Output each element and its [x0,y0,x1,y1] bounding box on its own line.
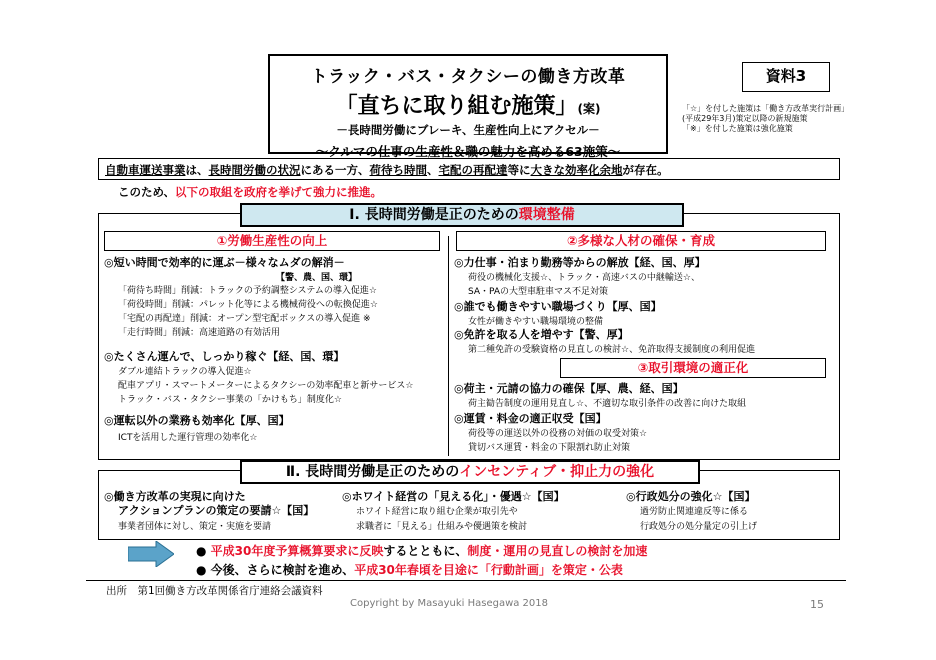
intro-part: が存在。 [622,163,669,177]
intro-part: 大きな効率化余地 [530,163,623,177]
left-item-1-tag: 【警、農、国、環】 [276,273,358,283]
bullet-2-pre: 今後、さらに検討を進め、 [210,563,355,577]
bullet-2: ● 今後、さらに検討を進め、平成30年春頃を目途に「行動計画」を策定・公表 [196,563,623,577]
left-subheading: ①労働生産性の向上 [104,231,440,251]
col1-sub: 事業者団体に対し、策定・実施を要請 [118,522,272,532]
title-line3: －長時間労働にブレーキ、生産性向上にアクセル－ [336,123,600,137]
intro-part: にある一方、 [300,163,370,177]
heading-text: Ⅰ. 長時間労働是正のための [349,207,519,223]
bullet-2-emph: 平成30年春頃を目途に「行動計画」を策定・公表 [354,563,623,577]
left-sub: 「荷待ち時間」削減：トラックの予約調整システムの導入促進☆ [118,286,377,296]
left-item-2: ◎たくさん運んで、しっかり稼ぐ【経、国、環】 [104,350,345,363]
intro-part: 宅配の再配達 [438,163,508,177]
right-sub: 貸切バス運賃・料金の下限割れ防止対策 [468,443,631,453]
source-note: 出所 第1回働き方改革関係省庁連絡会議資料 [106,585,323,597]
left-item-3: ◎運転以外の業務も効率化【厚、国】 [104,414,290,427]
right-sub: 荷役の機械化支援☆、トラック・高速バスの中継輸送☆、 [468,273,700,283]
bullet-1-emph2: 制度・運用の見直しの検討を加速 [467,544,648,558]
heading-emphasis: 環境整備 [518,207,575,223]
right-sub: 女性が働きやすい職場環境の整備 [468,317,604,327]
col3-title: ◎行政処分の強化☆【国】 [626,490,756,503]
col2-sub: ホワイト経営に取り組む企業が取引先や [356,507,518,517]
col2-title: ◎ホワイト経営の「見える化」・優遇☆【国】 [342,490,565,503]
right-sub: SA・PAの大型車駐車マス不足対策 [468,287,609,297]
left-sub: ICTを活用した運行管理の効率化☆ [118,433,258,443]
title-box [268,54,668,159]
right-item-2: ◎誰でも働きやすい職場づくり【厚、国】 [454,300,662,313]
title-suffix: (案) [577,102,601,116]
bullet-1-emph1: 平成30年度予算概算要求に反映 [210,544,384,558]
left-item-1: ◎短い時間で効率的に運ぶ－様々なムダの解消－ [104,256,345,269]
title-main: 「直ちに取り組む施策」 [335,94,578,119]
left-sub: 「宅配の再配達」削減：オープン型宅配ボックスの導入促進 ※ [118,314,371,324]
left-sub: ダブル連結トラックの導入促進☆ [118,367,252,377]
col1-title2: アクションプランの策定の要請☆【国】 [118,504,315,517]
left-sub: 「走行時間」削減：高速道路の有効活用 [118,328,281,338]
title-line1: トラック・バス・タクシーの働き方改革 [310,67,626,87]
intro-box [98,158,840,180]
left-sub: 「荷役時間」削減：パレット化等による機械荷役への転換促進☆ [118,300,378,310]
document-number: 資料3 [742,62,830,92]
footer-rule [86,580,846,581]
intro-part: 長時間労働の状況 [208,163,301,177]
arrow-right-icon [128,541,174,567]
intro-part: 等に [507,163,531,177]
right-item-5: ◎運賃・料金の適正収受【国】 [454,412,607,425]
col1-title1: ◎働き方改革の実現に向けた [104,490,246,503]
bullet-1: ● 平成30年度予算概算要求に反映するとともに、制度・運用の見直しの検討を加速 [196,544,648,558]
legend-notes [682,104,852,134]
heading-text: Ⅱ. 長時間労働是正のための [285,464,460,480]
left-sub: トラック・バス・タクシー事業の「かけもち」制度化☆ [118,395,342,405]
page-number: 15 [810,598,824,611]
right-sub: 荷役等の運送以外の役務の対価の収受対策☆ [468,429,648,439]
column-divider [448,236,449,456]
title-line2 [270,89,666,120]
kono-part: このため、 [118,185,176,199]
bullet-1-mid: するとともに、 [383,544,468,558]
right-subheading-3: ③取引環境の適正化 [560,358,826,378]
intro-part: は、 [185,163,209,177]
right-item-3: ◎免許を取る人を増やす【警、厚】 [454,328,629,341]
right-item-1: ◎力仕事・泊まり勤務等からの解放【経、国、厚】 [454,256,706,269]
col2-sub: 求職者に「見える」仕組みや優遇策を検討 [356,522,528,532]
kono-line [118,184,382,200]
note-kome: 「※」を付した施策は強化施策 [682,124,793,133]
title-line4: ～クルマの仕事の生産性＆職の魅力を高める63施策～ [315,144,621,159]
intro-part: 荷待ち時間 [369,163,427,177]
intro-part: 、 [427,163,439,177]
col3-sub: 過労防止関連違反等に係る [640,507,749,517]
right-sub: 荷主勧告制度の運用見直し☆、不適切な取引条件の改善に向けた取組 [468,399,747,409]
left-sub: 配車アプリ・スマートメーターによるタクシーの効率配車と新サービス☆ [118,381,414,391]
col3-sub: 行政処分の処分量定の引上げ [640,522,758,532]
kono-emphasis: 以下の取組を政府を挙げて強力に推進。 [175,185,383,199]
intro-part: 自動車運送事業 [105,163,186,177]
heading-emphasis: インセンティブ・抑止力の強化 [459,464,655,480]
right-item-4: ◎荷主・元請の協力の確保【厚、農、経、国】 [454,382,684,395]
note-star: 「☆」を付した施策は「働き方改革実行計画」(平成29年3月)策定以降の新規施策 [682,104,850,123]
right-sub: 第二種免許の受験資格の見直しの検討☆、免許取得支援制度の利用促進 [468,345,756,355]
section-2-heading [240,460,700,484]
right-subheading: ②多様な人材の確保・育成 [456,231,826,251]
section-1-heading [240,203,684,227]
copyright: Copyright by Masayuki Hasegawa 2018 [350,598,549,609]
